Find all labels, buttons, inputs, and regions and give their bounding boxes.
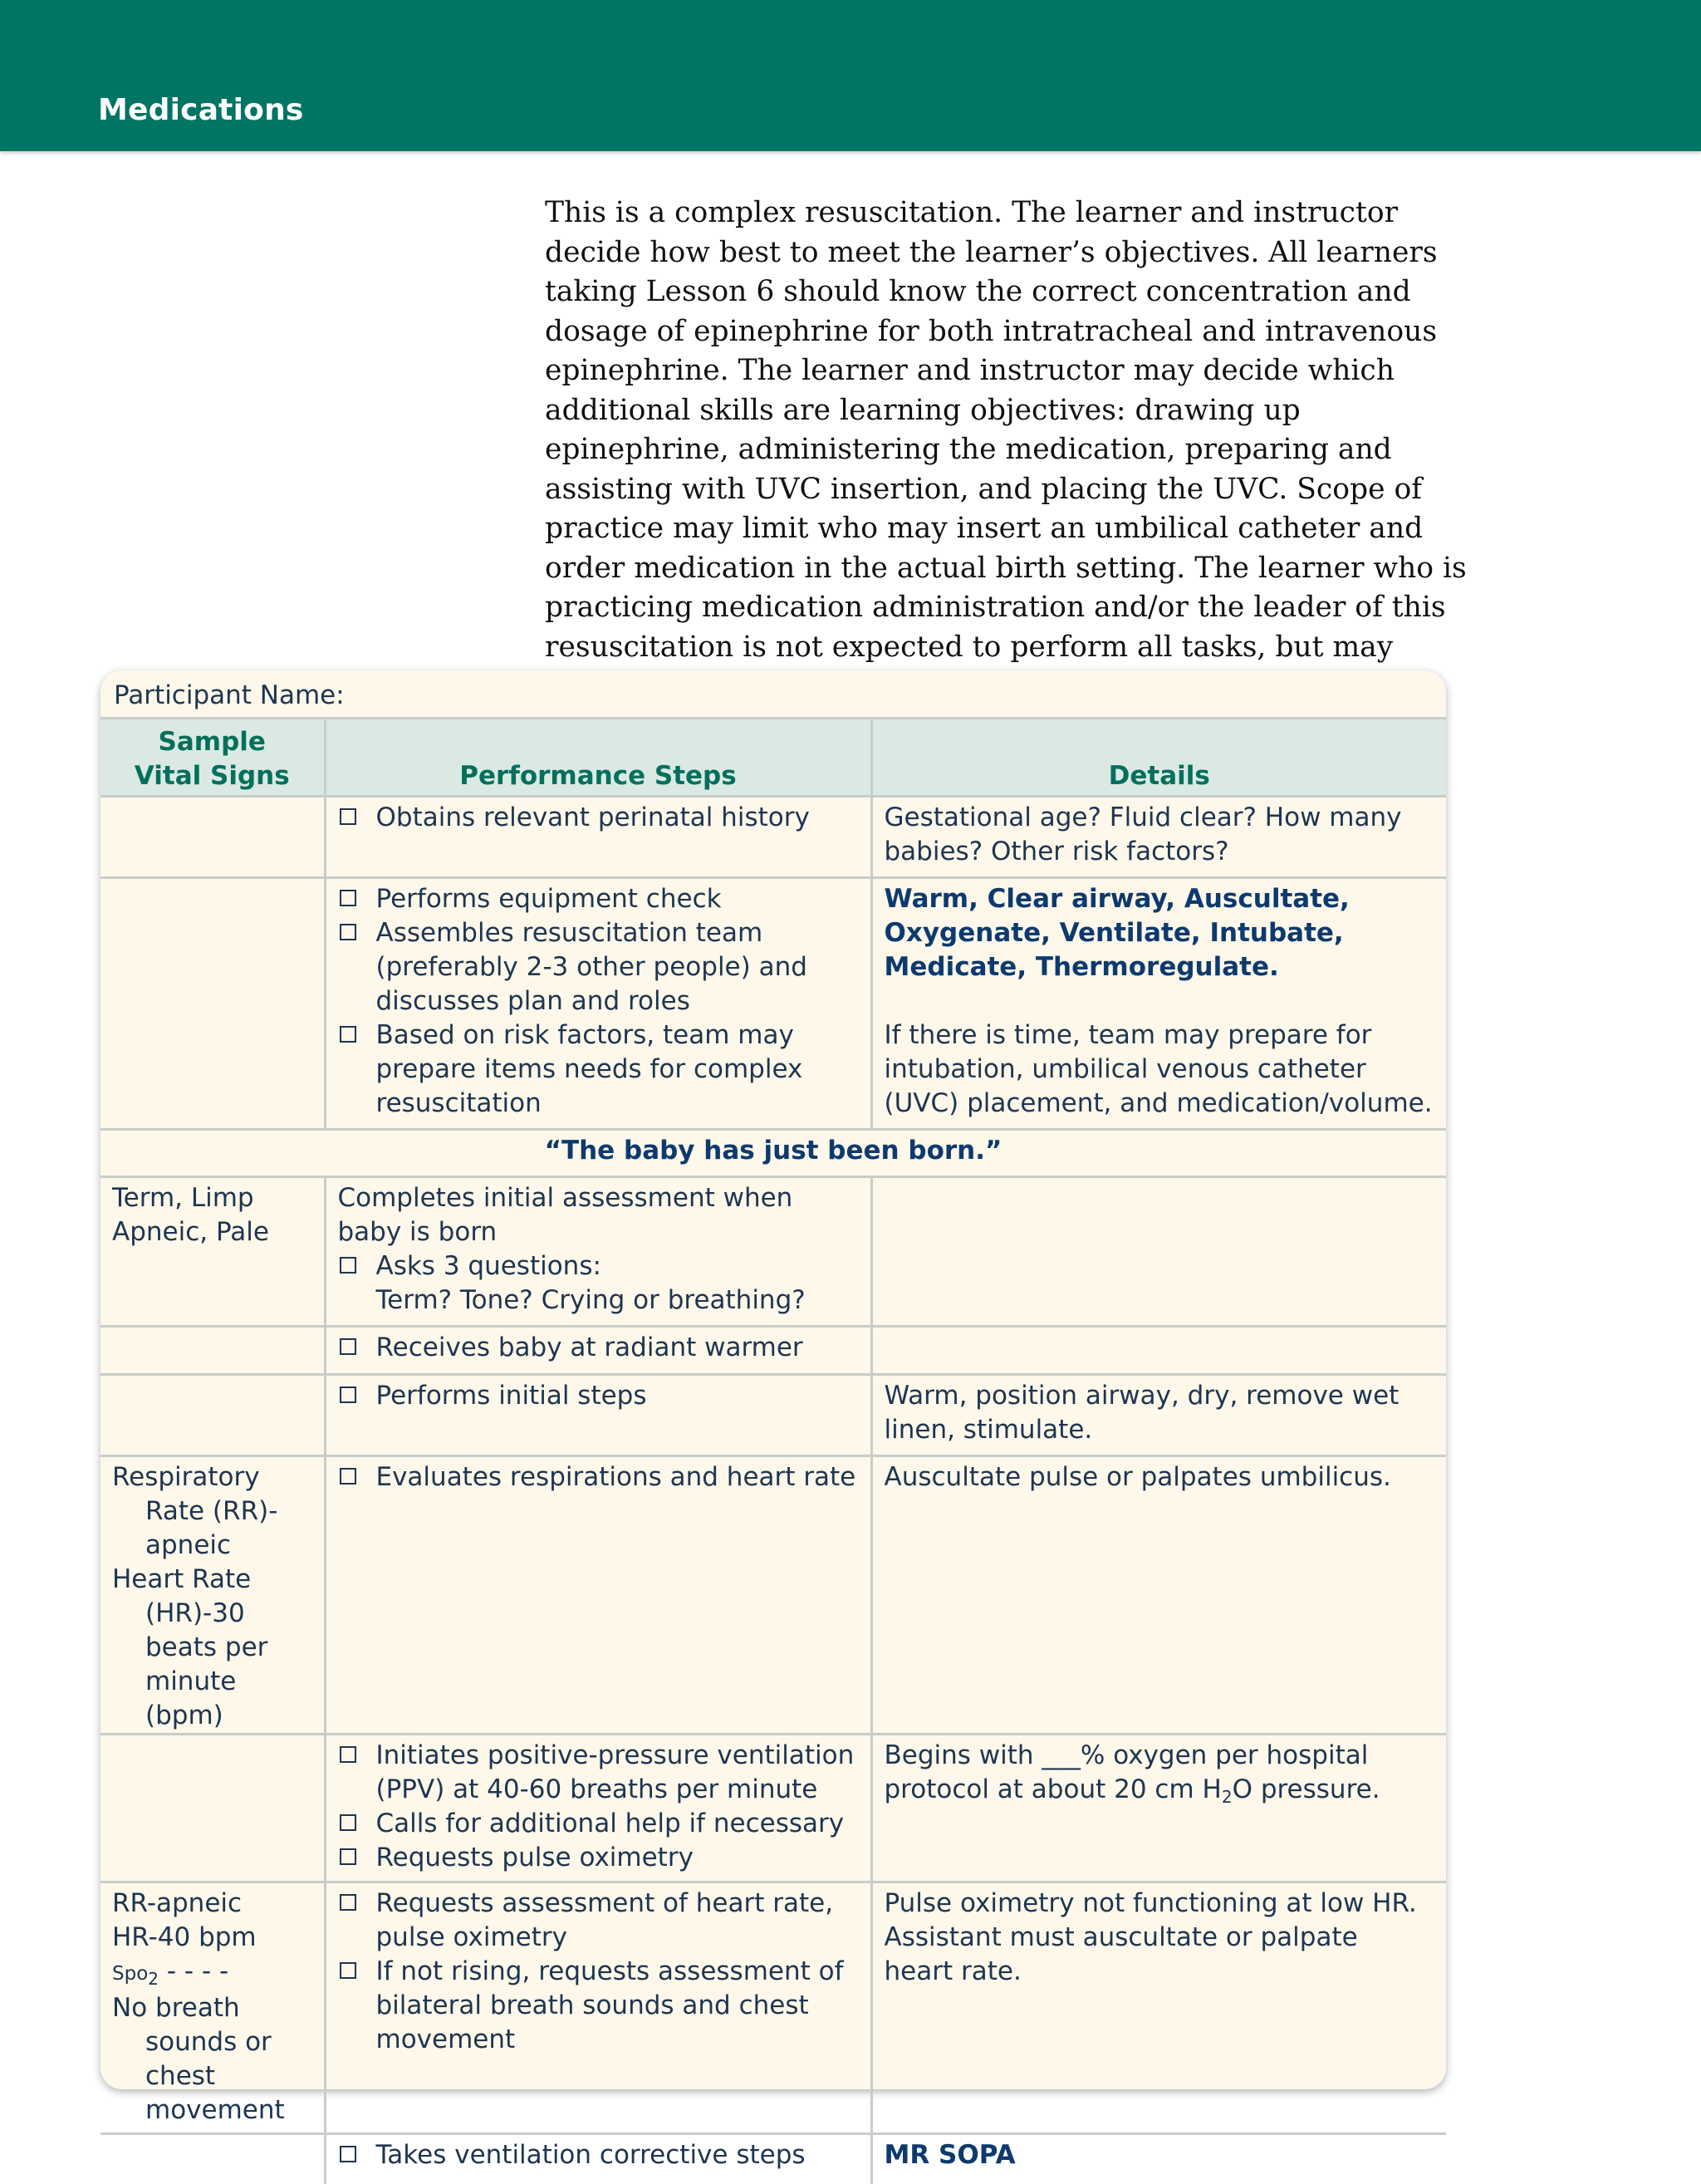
vital-sign: HR-40 bpm (112, 1922, 257, 1952)
column-header-details: Details (871, 719, 1446, 797)
vitals-cell (100, 2134, 325, 2184)
oxygen-protocol-text-a: Begins with ___% oxygen per hospital protocol at about 20 cm H (884, 1740, 1369, 1804)
checklist-item[interactable]: Calls for additional help if necessary (338, 1807, 859, 1841)
spo2-subscript: 2 (148, 1969, 159, 1989)
table-row (100, 1456, 1446, 1735)
h2o-subscript: 2 (1221, 1787, 1233, 1807)
abc-mnemonic: Warm, Clear airway, Auscultate, Oxygenate, Ventilate, Intubate, Medicate, Thermoregulate. (884, 884, 1350, 982)
steps-cell (325, 1375, 871, 1456)
vital-sign: No breath sounds or chest movement (112, 1993, 285, 2125)
column-header-vitals: Sample Vital Signs (100, 719, 325, 797)
vital-sign: Heart Rate (HR)-30 beats per minute (bpm) (112, 1564, 268, 1730)
spo2-vital (112, 1955, 312, 1991)
vital-sign: Respiratory Rate (RR)-apneic (112, 1462, 278, 1560)
table-row (100, 1375, 1446, 1456)
checklist-item[interactable]: Initiates positive-pressure ventilation (PPV) at 40-60 breaths per minute (338, 1739, 859, 1807)
vitals-cell (100, 797, 325, 878)
details-cell (871, 1735, 1446, 1882)
checklist-item[interactable]: If not rising, requests assessment of bilateral breath sounds and chest movement (338, 1955, 859, 2057)
checklist-item[interactable]: Performs initial steps (338, 1379, 859, 1413)
table-row (100, 2134, 1446, 2184)
steps-cell (325, 878, 871, 1130)
steps-cell (325, 1735, 871, 1882)
checklist-item[interactable]: Obtains relevant perinatal history (338, 801, 859, 835)
oxygen-protocol-text (885, 1739, 1435, 1807)
scenario-announcement: “The baby has just been born.” (100, 1130, 1446, 1177)
details-cell (871, 878, 1446, 1130)
section-title: Medications (98, 93, 304, 127)
vitals-cell (100, 1882, 325, 2134)
mr-sopa-mnemonic: MR SOPA (884, 2140, 1016, 2170)
table-row (100, 1177, 1446, 1327)
performance-checklist-table (100, 717, 1446, 2184)
details-cell: Warm, position airway, dry, remove wet linen, stimulate. (871, 1375, 1446, 1456)
checklist-item[interactable]: Evaluates respirations and heart rate (338, 1460, 859, 1494)
table-row (100, 878, 1446, 1130)
participant-name-label[interactable]: Participant Name: (114, 680, 345, 710)
vital-sign: Apneic, Pale (112, 1217, 269, 1247)
checklist-item[interactable]: Receives baby at radiant warmer (338, 1331, 859, 1365)
details-cell: Gestational age? Fluid clear? How many babies? Other risk factors? (871, 797, 1446, 878)
details-cell (871, 1327, 1446, 1375)
vitals-cell (100, 1456, 325, 1735)
vital-sign: Term, Limp (112, 1183, 254, 1213)
vital-sign: RR-apneic (112, 1888, 243, 1918)
checklist-item[interactable]: Requests assessment of heart rate, pulse oximetry (338, 1887, 859, 1955)
steps-cell (325, 1882, 871, 2134)
checklist-item[interactable]: Requests pulse oximetry (338, 1841, 859, 1875)
vitals-cell (100, 1375, 325, 1456)
vitals-cell (100, 1735, 325, 1882)
checklist-item[interactable]: Performs equipment check (338, 882, 859, 916)
details-cell: Pulse oximetry not functioning at low HR. Assistant must auscultate or palpate heart rate. (871, 1882, 1446, 2134)
table-row (100, 1327, 1446, 1375)
details-cell: Auscultate pulse or palpates umbilicus. (871, 1456, 1446, 1735)
checklist-item[interactable]: Asks 3 questions: (338, 1249, 859, 1283)
intro-paragraph (545, 194, 1467, 707)
table-row (100, 1735, 1446, 1882)
column-header-steps: Performance Steps (325, 719, 871, 797)
header-bar (0, 0, 1701, 151)
vitals-cell (100, 878, 325, 1130)
table-row (100, 1882, 1446, 2134)
table-row (100, 797, 1446, 878)
checklist-item[interactable]: Based on risk factors, team may prepare items needs for complex resuscitation (338, 1018, 859, 1121)
steps-cell (325, 1327, 871, 1375)
spo2-label: Spo (112, 1963, 149, 1985)
intro-text: This is a complex resuscitation. The learner and instructor decide how best to meet the learner’s objectives. All learners taking Lesson 6 should know the correct concentration and dosage of epinephrine for both intratracheal and intravenous epinephrine. The learner and instructor may decide which additional skills are learning objectives: drawing up epinephrine, administering the medication, preparing and assisting with UVC insertion, and placing the UVC. Scope of practice may limit who may insert an umbilical catheter and order medication in the actual birth setting. The learner who is practicing medication administration and/or the leader of this resuscitation is not expected to perform all tasks, but may (545, 196, 1467, 664)
oxygen-protocol-text-b: O pressure. (1232, 1774, 1380, 1804)
steps-cell (325, 1456, 871, 1735)
steps-cell (325, 1177, 871, 1327)
spo2-value: - - - - (159, 1956, 229, 1986)
checklist-item[interactable]: Takes ventilation corrective steps (338, 2138, 859, 2172)
step-intro: Completes initial assessment when baby is born (337, 1183, 793, 1247)
steps-cell (325, 797, 871, 878)
vitals-cell (100, 1327, 325, 1375)
checklist-form (100, 670, 1446, 2170)
vitals-cell (100, 1177, 325, 1327)
table-row (100, 1130, 1446, 1177)
checklist-item[interactable]: Assembles resuscitation team (preferably 2-3 other people) and discusses plan and roles (338, 916, 859, 1018)
details-cell (871, 1177, 1446, 1327)
step-questions: Term? Tone? Crying or breathing? (375, 1285, 806, 1315)
steps-cell (325, 2134, 871, 2184)
details-cell (871, 2134, 1446, 2184)
details-text: If there is time, team may prepare for intubation, umbilical venous catheter (UVC) placement, and medication/volume. (884, 1020, 1433, 1118)
